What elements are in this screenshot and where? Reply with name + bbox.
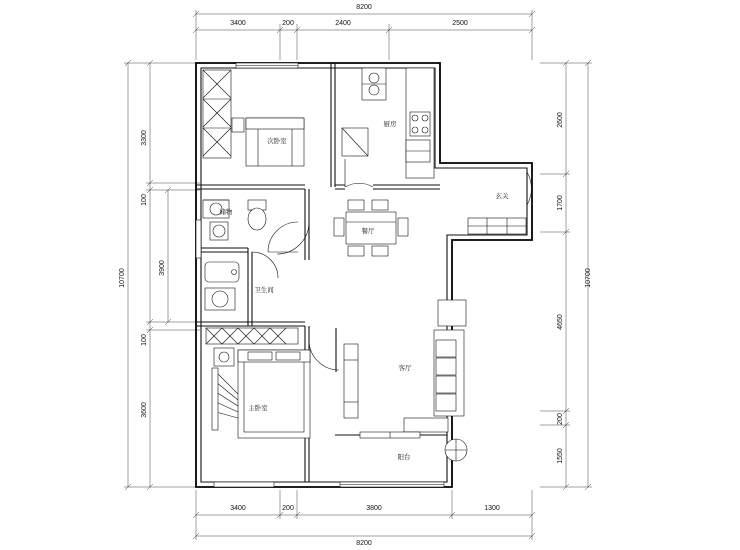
dim-right-2: 1700 — [557, 195, 564, 211]
room-label-storage: 储物 — [219, 209, 233, 216]
bottom-dimension-chain — [193, 490, 535, 540]
dim-top-4: 2500 — [452, 20, 468, 27]
room-label-living: 客厅 — [398, 365, 412, 372]
dim-right-5: 1550 — [557, 448, 564, 464]
room-label-bathroom: 卫生间 — [254, 287, 274, 294]
dim-right-4: 200 — [557, 413, 564, 425]
room-kitchen — [342, 68, 434, 190]
room-label-balcony: 阳台 — [397, 454, 411, 461]
dim-top-2: 200 — [282, 20, 294, 27]
top-dimension-chain — [193, 10, 535, 60]
room-label-bedroom-secondary: 次卧室 — [267, 138, 287, 145]
room-balcony — [340, 432, 444, 487]
room-bedroom-master — [206, 328, 339, 487]
dim-bottom-overall: 8200 — [356, 540, 372, 547]
dim-left-1: 3300 — [141, 130, 148, 146]
room-label-entry: 玄关 — [495, 193, 509, 200]
dim-right-overall: 10700 — [585, 268, 592, 288]
dim-top-3: 2400 — [335, 20, 351, 27]
dim-left-3: 3900 — [159, 260, 166, 276]
dim-left-2: 100 — [141, 194, 148, 206]
dim-bottom-2: 200 — [282, 505, 294, 512]
dim-left-4: 100 — [141, 334, 148, 346]
dim-bottom-1: 3400 — [230, 505, 246, 512]
room-label-dining: 餐厅 — [361, 228, 375, 235]
dim-top-overall: 8200 — [356, 4, 372, 11]
room-bathroom — [203, 200, 298, 310]
dim-bottom-3: 3800 — [366, 505, 382, 512]
room-bedroom-secondary — [203, 63, 304, 166]
dim-right-3: 4650 — [557, 314, 564, 330]
room-entry — [468, 172, 532, 234]
dim-left-overall: 10700 — [119, 268, 126, 288]
room-label-kitchen: 厨房 — [383, 121, 397, 128]
dim-left-5: 3600 — [141, 402, 148, 418]
dim-bottom-4: 1300 — [484, 505, 500, 512]
room-label-bedroom-master: 主卧室 — [248, 405, 268, 412]
dim-right-1: 2600 — [557, 112, 564, 128]
dim-top-1: 3400 — [230, 20, 246, 27]
room-dining — [334, 200, 408, 256]
